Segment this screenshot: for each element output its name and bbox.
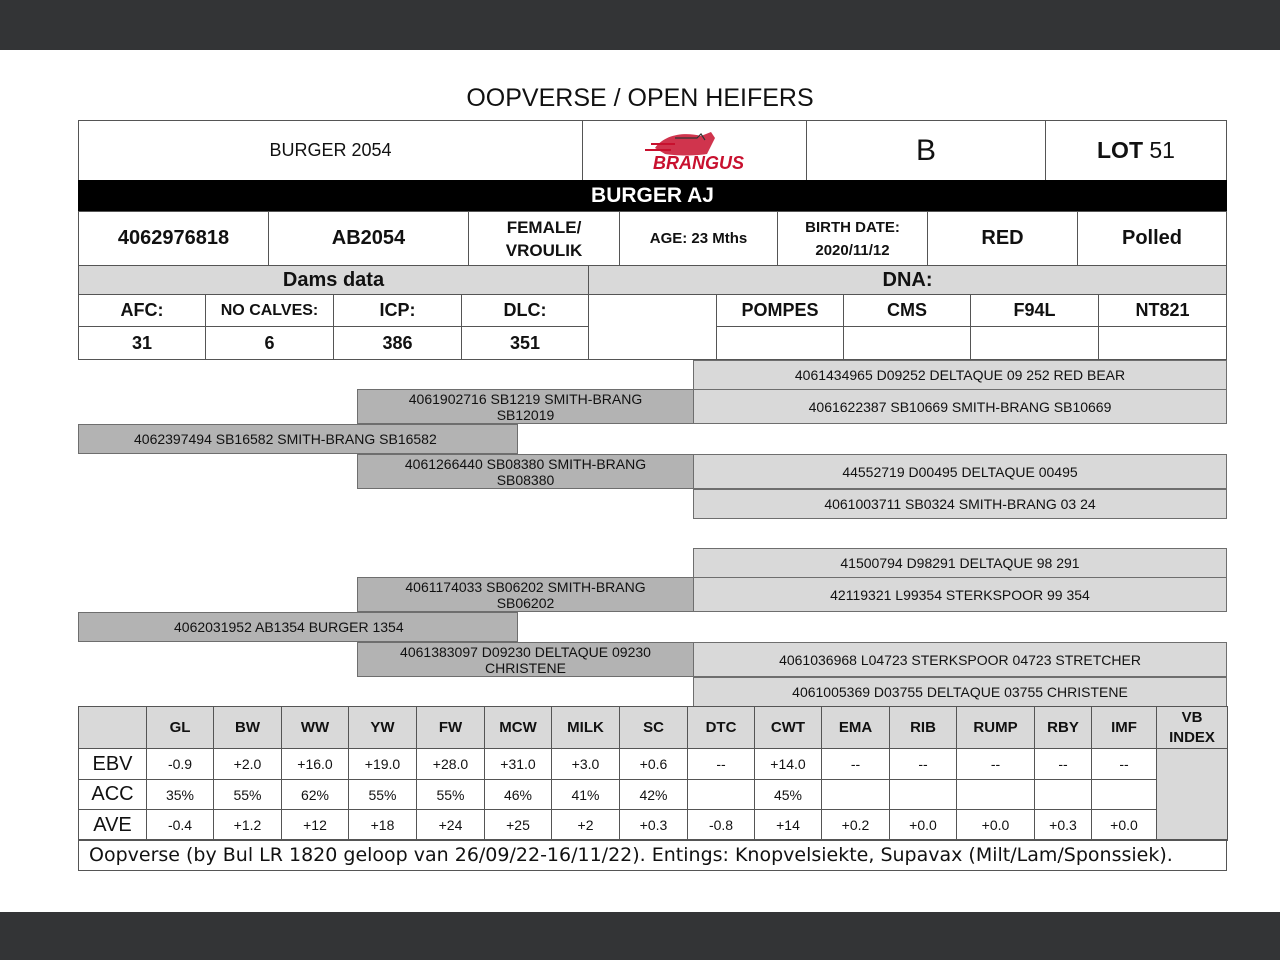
ebv-cell-ave-dtc: -0.8 [687, 809, 755, 841]
lot-label: LOT [1097, 137, 1143, 163]
pedigree-sire-dam-sire: 44552719 D00495 DELTAQUE 00495 [693, 454, 1227, 489]
ebv-cell-ave-imf: +0.0 [1091, 809, 1157, 841]
ebv-col-header-rib: RIB [889, 706, 957, 749]
animal-id: AB2054 [268, 211, 469, 266]
dams-header-afc: AFC: [78, 294, 206, 327]
ebv-header-corner [78, 706, 147, 749]
pedigree-sire: 4062397494 SB16582 SMITH-BRANG SB16582 [78, 424, 518, 454]
ebv-col-header-milk: MILK [551, 706, 620, 749]
ebv-cell-ebv-ww: +16.0 [281, 748, 349, 780]
dams-value-icp: 386 [333, 326, 462, 360]
ebv-cell-ave-rib: +0.0 [889, 809, 957, 841]
ebv-cell-ave-mcw: +25 [484, 809, 552, 841]
ebv-cell-ebv-imf: -- [1091, 748, 1157, 780]
ebv-cell-acc-milk: 41% [551, 779, 620, 810]
breeder-bar: BURGER AJ [78, 180, 1227, 212]
ebv-cell-acc-cwt: 45% [754, 779, 822, 810]
dna-value-f94l [970, 326, 1099, 360]
horn-status: Polled [1077, 211, 1227, 266]
dna-value-cms [843, 326, 971, 360]
dams-header-no-calves: NO CALVES: [205, 294, 334, 327]
ebv-cell-ave-fw: +24 [416, 809, 485, 841]
ebv-col-header-rump: RUMP [956, 706, 1035, 749]
pedigree-dam-sire-dam: 42119321 L99354 STERKSPOOR 99 354 [693, 577, 1227, 612]
pedigree-sire-sire: 4061902716 SB1219 SMITH-BRANG SB12019 [357, 389, 694, 424]
ebv-cell-ebv-gl: -0.9 [146, 748, 214, 780]
bull-logo-icon [615, 126, 775, 176]
dna-header-pompes: POMPES [716, 294, 844, 327]
dna-blank-cell [588, 294, 717, 360]
ebv-cell-acc-fw: 55% [416, 779, 485, 810]
pedigree-sire-dam-dam: 4061003711 SB0324 SMITH-BRANG 03 24 [693, 489, 1227, 519]
dna-value-nt821 [1098, 326, 1227, 360]
ebv-cell-ebv-cwt: +14.0 [754, 748, 822, 780]
ebv-cell-ebv-mcw: +31.0 [484, 748, 552, 780]
ebv-cell-ebv-dtc: -- [687, 748, 755, 780]
ebv-cell-acc-gl: 35% [146, 779, 214, 810]
ebv-cell-acc-rby [1034, 779, 1092, 810]
ebv-cell-ebv-milk: +3.0 [551, 748, 620, 780]
ebv-cell-ebv-fw: +28.0 [416, 748, 485, 780]
ebv-cell-ebv-rib: -- [889, 748, 957, 780]
dams-value-no-calves: 6 [205, 326, 334, 360]
ebv-cell-acc-rump [956, 779, 1035, 810]
ebv-cell-ave-ema: +0.2 [821, 809, 890, 841]
ebv-cell-ave-cwt: +14 [754, 809, 822, 841]
ebv-cell-ave-ww: +12 [281, 809, 349, 841]
age: AGE: 23 Mths [619, 211, 778, 266]
colour: RED [927, 211, 1078, 266]
ebv-col-header-imf: IMF [1091, 706, 1157, 749]
dna-value-pompes [716, 326, 844, 360]
pedigree-sire-sire-sire: 4061434965 D09252 DELTAQUE 09 252 RED BEAR [693, 360, 1227, 390]
ebv-cell-ave-rby: +0.3 [1034, 809, 1092, 841]
ebv-col-header-fw: FW [416, 706, 485, 749]
page-title: OOPVERSE / OPEN HEIFERS [466, 84, 814, 112]
ebv-cell-acc-yw: 55% [348, 779, 417, 810]
ebv-cell-ave-yw: +18 [348, 809, 417, 841]
ebv-cell-ave-rump: +0.0 [956, 809, 1035, 841]
ebv-col-header-ww: WW [281, 706, 349, 749]
pedigree-dam-dam-dam: 4061005369 D03755 DELTAQUE 03755 CHRISTENE [693, 677, 1227, 707]
pedigree-sire-dam: 4061266440 SB08380 SMITH-BRANG SB08380 [357, 454, 694, 489]
grade: B [806, 120, 1046, 181]
bottom-frame-bar [0, 912, 1280, 960]
ebv-cell-ebv-rump: -- [956, 748, 1035, 780]
ebv-col-header-vb-index: VB INDEX [1156, 706, 1228, 749]
pedigree-dam-dam-sire: 4061036968 L04723 STERKSPOOR 04723 STRETCHER [693, 642, 1227, 677]
ebv-row-label-ave: AVE [78, 809, 147, 841]
ebv-cell-ebv-bw: +2.0 [213, 748, 282, 780]
ebv-cell-ebv-sc: +0.6 [619, 748, 688, 780]
sex: FEMALE/ VROULIK [468, 211, 620, 266]
dna-title: DNA: [588, 265, 1227, 295]
ebv-cell-ebv-ema: -- [821, 748, 890, 780]
ebv-col-header-ema: EMA [821, 706, 890, 749]
pedigree-dam: 4062031952 AB1354 BURGER 1354 [78, 612, 518, 642]
reg-number: 4062976818 [78, 211, 269, 266]
ebv-row-label-acc: ACC [78, 779, 147, 810]
pedigree-dam-sire-sire: 41500794 D98291 DELTAQUE 98 291 [693, 548, 1227, 578]
lot-label-cell [1045, 120, 1227, 181]
ebv-col-header-mcw: MCW [484, 706, 552, 749]
ebv-cell-ebv-yw: +19.0 [348, 748, 417, 780]
dams-value-afc: 31 [78, 326, 206, 360]
ebv-col-header-cwt: CWT [754, 706, 822, 749]
pedigree-dam-dam: 4061383097 D09230 DELTAQUE 09230 CHRISTENE [357, 642, 694, 677]
dna-header-f94l: F94L [970, 294, 1099, 327]
dams-header-dlc: DLC: [461, 294, 589, 327]
ebv-cell-ave-milk: +2 [551, 809, 620, 841]
pedigree-dam-sire: 4061174033 SB06202 SMITH-BRANG SB06202 [357, 577, 694, 612]
ebv-cell-acc-imf [1091, 779, 1157, 810]
dams-header-icp: ICP: [333, 294, 462, 327]
ebv-cell-acc-mcw: 46% [484, 779, 552, 810]
ebv-cell-acc-ww: 62% [281, 779, 349, 810]
ebv-col-header-rby: RBY [1034, 706, 1092, 749]
ebv-cell-acc-rib [889, 779, 957, 810]
footnote: Oopverse (by Bul LR 1820 geloop van 26/09/22-16/11/22). Entings: Knopvelsiekte, Supavax (Milt/Lam/Sponssiek). [78, 839, 1227, 871]
ebv-cell-acc-dtc [687, 779, 755, 810]
ebv-cell-ave-sc: +0.3 [619, 809, 688, 841]
dna-header-cms: CMS [843, 294, 971, 327]
ebv-cell-ebv-rby: -- [1034, 748, 1092, 780]
top-frame-bar [0, 0, 1280, 50]
ebv-cell-acc-ema [821, 779, 890, 810]
dna-header-nt821: NT821 [1098, 294, 1227, 327]
dams-data-title: Dams data [78, 265, 589, 295]
animal-name: BURGER 2054 [78, 120, 583, 181]
ebv-cell-acc-bw: 55% [213, 779, 282, 810]
ebv-row-label-ebv: EBV [78, 748, 147, 780]
brangus-logo [582, 120, 807, 181]
logo-text: BRANGUS [652, 152, 744, 173]
lot-number: 51 [1149, 137, 1175, 163]
birth-date: BIRTH DATE: 2020/11/12 [777, 211, 928, 266]
ebv-cell-ave-bw: +1.2 [213, 809, 282, 841]
vb-index-value [1156, 748, 1228, 841]
pedigree-sire-sire-dam: 4061622387 SB10669 SMITH-BRANG SB10669 [693, 389, 1227, 424]
ebv-col-header-sc: SC [619, 706, 688, 749]
ebv-col-header-bw: BW [213, 706, 282, 749]
ebv-cell-ave-gl: -0.4 [146, 809, 214, 841]
ebv-cell-acc-sc: 42% [619, 779, 688, 810]
ebv-col-header-gl: GL [146, 706, 214, 749]
ebv-col-header-yw: YW [348, 706, 417, 749]
ebv-col-header-dtc: DTC [687, 706, 755, 749]
dams-value-dlc: 351 [461, 326, 589, 360]
